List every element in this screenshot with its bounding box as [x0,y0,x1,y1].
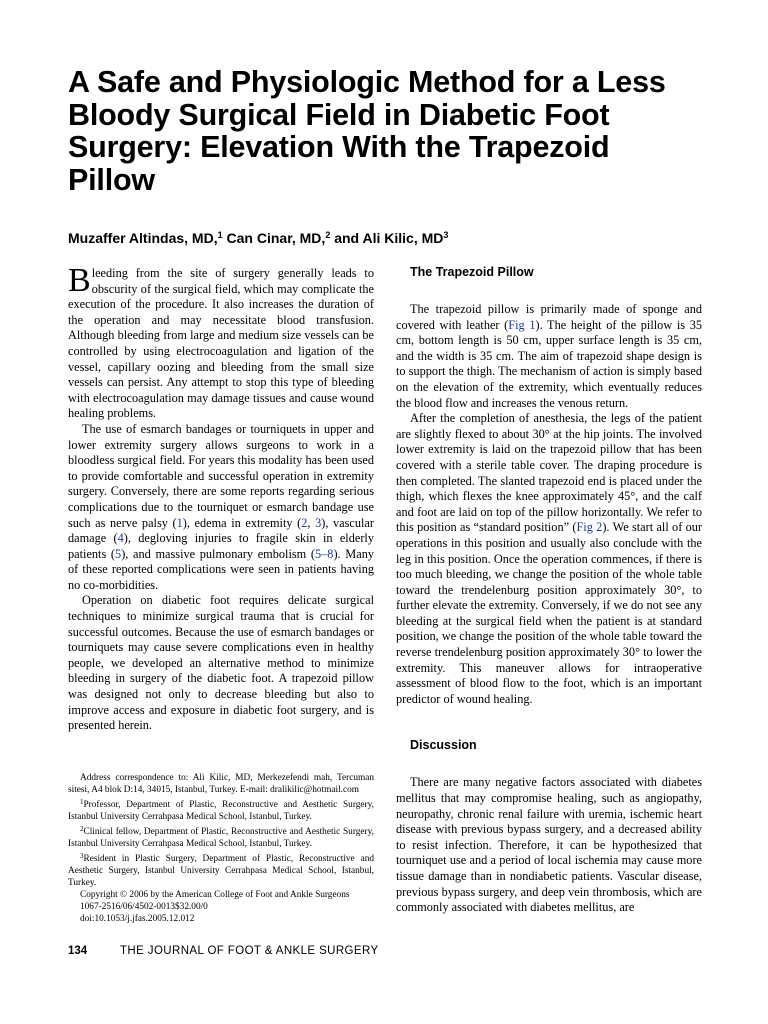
reference-link[interactable]: 1 [176,515,183,530]
footnote-text: Resident in Plastic Surgery, Department of Plastic, Reconstructive and Aesthetic Surgery, Istanbul University Cerrahpasa Medical School, Istanbul, Turkey. [68,854,374,888]
author-affiliation-mark: 3 [443,230,449,240]
footnote-mark: 3 [80,852,84,860]
copyright-line: Copyright © 2006 by the American College of Foot and Ankle Surgeons [80,890,350,900]
reference-link[interactable]: 3 [315,515,322,530]
spacer [396,280,702,302]
reference-link[interactable]: 5 [115,546,122,561]
spacer [396,753,702,775]
author-affiliation-mark: 1 [217,230,223,240]
left-column [68,262,374,734]
footnote-text: Clinical fellow, Department of Plastic, Reconstructive and Aesthetic Surgery, Istanbul University Cerrahpasa Medical School, Istanbul, Turkey. [68,827,374,849]
page-number: 134 [68,945,88,957]
section-heading: Discussion [410,738,477,753]
author-name: Ali Kilic, MD [362,230,444,246]
paragraph-text: After the completion of anesthesia, the legs of the patient are slightly flexed to about 30° at the hip joints. The involved lower extremity is laid on the trapezoid pillow that has been covered with a sterile table cover. The draping procedure is then completed. The slanted trapezoid end is placed under the thigh, which flexes the knee approximately 45°, and the calf and foot are laid on top of the pillow horizontally. We refer to this position as “standard position” ( [396,411,702,535]
paragraph-text: ), vascular damage ( [68,515,374,546]
reference-link[interactable]: 2 [301,515,308,530]
page-footer [68,944,708,958]
paragraph-text: ), degloving injuries to fragile skin in elderly patients ( [68,531,374,561]
drop-cap: B [68,262,91,299]
intro-paragraph [68,262,374,422]
journal-name: THE JOURNAL OF FOOT & ANKLE SURGERY [120,945,379,957]
body-paragraph: There are many negative factors associated with diabetes mellitus that may compromise healing, such as angiopathy, neuropathy, chronic renal failure with uremia, ischemic heart disease with previous bypass surgery, and a decreased ability to resist infection. Therefore, it can be hypothesized that tourniquet use and a period of local ischemia may cause more tissue damage than in nondiabetic patients. Vascular disease, previous bypass surgery, and deep vein thrombosis, which are commonly associated with diabetes mellitus, are [396,775,702,915]
paragraph-text: ). We start all of our operations in this position and usually also conclude with the leg in this position. Once the operation commences, if there is too much bleeding, we change the position of the whole table toward the trendelenburg position approximately 30°, to further elevate the extremity. Conversely, if we do not see any bleeding at the surgical field when the patient is at standard position, we change the position of the whole table toward the reverse trendelenburg position approximately 30° to lower the extremity. This maneuver allows for intraoperative assessment of blood flow to the foot, which is an important predictor of wound healing. [396,520,702,706]
body-paragraph [396,411,702,707]
paragraph-text: ). Many of these reported complications were seen in patients having no co-morbidities. [68,546,374,592]
paragraph-text: ), and massive pulmonary embolism ( [121,546,315,561]
paragraph-text: leeding from the site of surgery generally leads to obscurity of the surgical field, which may complicate the execution of the procedure. It also increases the duration of the operation and may necessitate blood transfusion. Although bleeding from large and medium size vessels can be controlled by using electrocoagulation and ligation of the vessel, capillary oozing and bleeding from the small size vessels can persist. Any attempt to stop this type of bleeding with electrocoagulation may damage tissues and cause wound healing problems. [68,266,374,421]
footnotes [68,772,374,925]
paragraph-text: , [307,515,316,530]
author-name: Muzaffer Altindas, MD, [68,230,218,246]
paragraph-text: ), edema in extremity ( [182,515,302,530]
author-affiliation-mark: 2 [325,230,331,240]
footnote-mark: 1 [80,798,84,806]
footnote-mark: 2 [80,825,84,833]
author-list [68,226,708,247]
doi-line: doi:10.1053/j.jfas.2005.12.012 [80,914,195,924]
author-separator: and [330,230,363,246]
right-column [396,264,702,916]
paragraph-text: The trapezoid pillow is primarily made of sponge and covered with leather ( [396,302,702,332]
body-paragraph [68,422,374,594]
footnote [68,823,374,850]
figure-link[interactable]: Fig 2 [576,520,603,535]
article-title: A Safe and Physiologic Method for a Less Bloody Surgical Field in Diabetic Foot Surgery: Elevation With the Trapezoid Pillow [68,65,666,197]
correspondence-address: Address correspondence to: Ali Kilic, MD, Merkezefendi mah, Tercuman sitesi, A4 blok D:14, 34015, Istanbul, Turkey. E-mail: dralikilic@hotmail.com [68,773,374,795]
reference-link[interactable]: 5–8 [315,546,334,561]
footnote-text: Professor, Department of Plastic, Reconstructive and Aesthetic Surgery, Istanbul University Cerrahpasa Medical School, Istanbul, Turkey. [68,800,374,822]
footnote [68,796,374,823]
paragraph-text: The use of esmarch bandages or tourniquets in upper and lower extremity surgery allows surgeons to work in a bloodless surgical field. For years this modality has been used to provide comfortable and successful operation in extremity surgery. Conversely, there are some reports regarding serious complications due to the tourniquet or esmarch bandage use such as nerve palsy ( [68,421,374,530]
paragraph-text: ). The height of the pillow is 35 cm, bottom length is 50 cm, upper surface length is 35 cm, and the width is 35 cm. The aim of trapezoid shape design is to support the thigh. The mechanism of action is simply based on the elevation of the extremity, which eventually reduces the blood flow and increases the venous return. [396,317,702,410]
author-name: Can Cinar, MD, [226,230,326,246]
body-paragraph: Operation on diabetic foot requires delicate surgical techniques to minimize surgical trauma that is crucial for successful outcomes. Because the use of esmarch bandages or tourniquets may cause severe complications even in healthy people, we developed an alternative method to minimize bleeding in surgery of the diabetic foot. A trapezoid pillow was designed not only to decrease bleeding but also to improve access and exposure in diabetic foot surgery, and is presented herein. [68,593,374,733]
footnote [68,850,374,889]
spacer [396,707,702,737]
section-heading: The Trapezoid Pillow [410,265,534,279]
reference-link[interactable]: 4 [117,531,124,546]
issn-line: 1067-2516/06/4502-0013$32.00/0 [80,902,208,912]
figure-link[interactable]: Fig 1 [508,317,536,332]
body-paragraph [396,302,702,411]
